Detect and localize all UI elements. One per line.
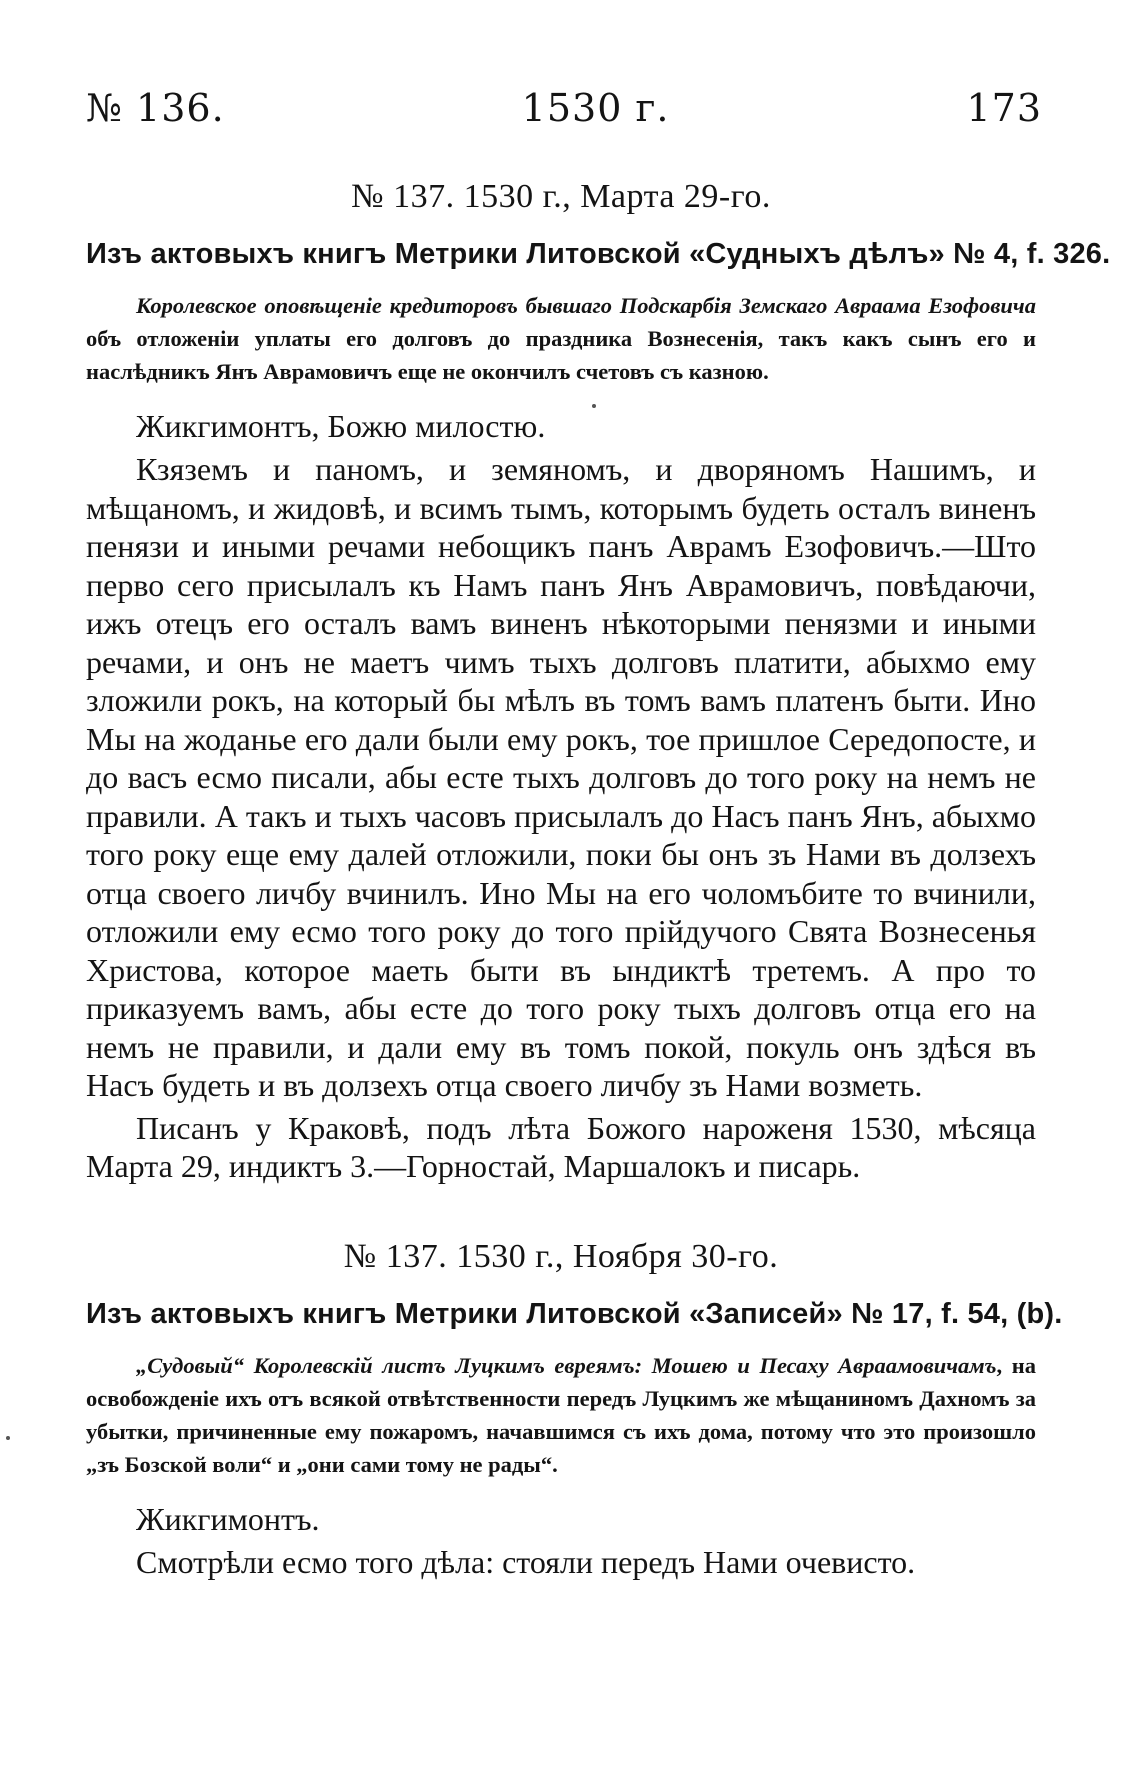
document-address: Жикгимонтъ, Божю милостю.	[136, 408, 546, 444]
document-title: № 137. 1530 г., Марта 29-го.	[351, 178, 771, 215]
document-entry-1	[86, 178, 1111, 1186]
document-summary	[86, 289, 1036, 388]
document-body-paragraph: Смотрѣли есмо того дѣла: стояли передъ Нами очевисто.	[136, 1543, 916, 1580]
header-document-number: № 136.	[86, 86, 225, 130]
document-source: Изъ актовыхъ книгъ Метрики Литовской «Судныхъ дѣлъ» № 4, f. 326.	[86, 238, 1111, 270]
header-page-number: 173	[966, 86, 1042, 130]
summary-italic: „Судовый“ Королевскій листъ Луцкимъ евреямъ: Мошею и Песаху Авраамовичамъ	[136, 1352, 997, 1378]
summary-text: , на освобожденіе ихъ отъ всякой отвѣтственности передъ Луцкимъ же мѣщаниномъ Дахномъ за убытки, причиненные ему пожаромъ, начавшимся съ ихъ дома, потому что это произошло „зъ Бозской воли“ и „они сами тому не рады“.	[86, 1352, 1036, 1477]
document-body-paragraph: Кзяземъ и паномъ, и земяномъ, и дворяномъ Нашимъ, и мѣщаномъ, и жидовѣ, и всимъ тымъ, которымъ будеть осталъ виненъ пенязи и иными речами небощикъ панъ Аврамъ Езофовичъ.—Што перво сего присылалъ къ Намъ панъ Янъ Аврамовичъ, повѣдаючи, ижъ отецъ его осталъ вамъ виненъ нѣкоторыми пенязми и иными речами, и онъ не маетъ чимъ тыхъ долговъ платити, абыхмо ему зложили рокъ, на который бы мѣлъ въ томъ вамъ платенъ быти. Ино Мы на жоданье его дали были ему рокъ, тое пришлое Середопосте, и до васъ есмо писали, абы есте тыхъ долговъ до того року на немъ не правили. А такъ и тыхъ часовъ присылалъ до Насъ панъ Янъ, абыхмо того року еще ему далей отложили, поки бы онъ зъ Нами въ долзехъ отца своего личбу вчинилъ. Ино Мы на его чоломъбите то вчинили, отложили ему есмо того року до того прійдучого Свята Вознесенья Христова, которое маеть быти въ ындиктѣ третемъ. А про то приказуемъ вамъ, абы есте до того року тыхъ долговъ отца его на немъ не правили, и дали ему въ томъ покой, покуль онъ здѣся въ Насъ будеть и въ долзехъ отца своего личбу зъ Нами возметь.	[86, 451, 1036, 1103]
document-entry-2	[86, 1237, 1063, 1582]
print-speck	[6, 1436, 10, 1440]
document-summary	[86, 1349, 1036, 1481]
summary-text: объ отложеніи уплаты его долговъ до праздника Вознесенія, такъ какъ сынъ его и наслѣдникъ Янъ Аврамовичъ еще не окончилъ счетовъ съ казною.	[86, 326, 1036, 384]
document-source: Изъ актовыхъ книгъ Метрики Литовской «Записей» № 17, f. 54, (b).	[86, 1297, 1063, 1330]
running-header	[86, 86, 1042, 130]
document-title: № 137. 1530 г., Ноября 30-го.	[343, 1237, 779, 1275]
document-closing-paragraph: Писанъ у Краковѣ, подъ лѣта Божого нароженя 1530, мѣсяца Марта 29, индиктъ 3.—Горностай, Маршалокъ и писарь.	[86, 1109, 1036, 1184]
print-speck	[592, 404, 596, 408]
header-year: 1530 г.	[521, 86, 670, 130]
document-address: Жикгимонтъ.	[136, 1500, 320, 1537]
summary-italic: Королевское оповѣщеніе кредиторовъ бывшаго Подскарбія Земскаго Авраама Езофовича	[136, 293, 1036, 318]
